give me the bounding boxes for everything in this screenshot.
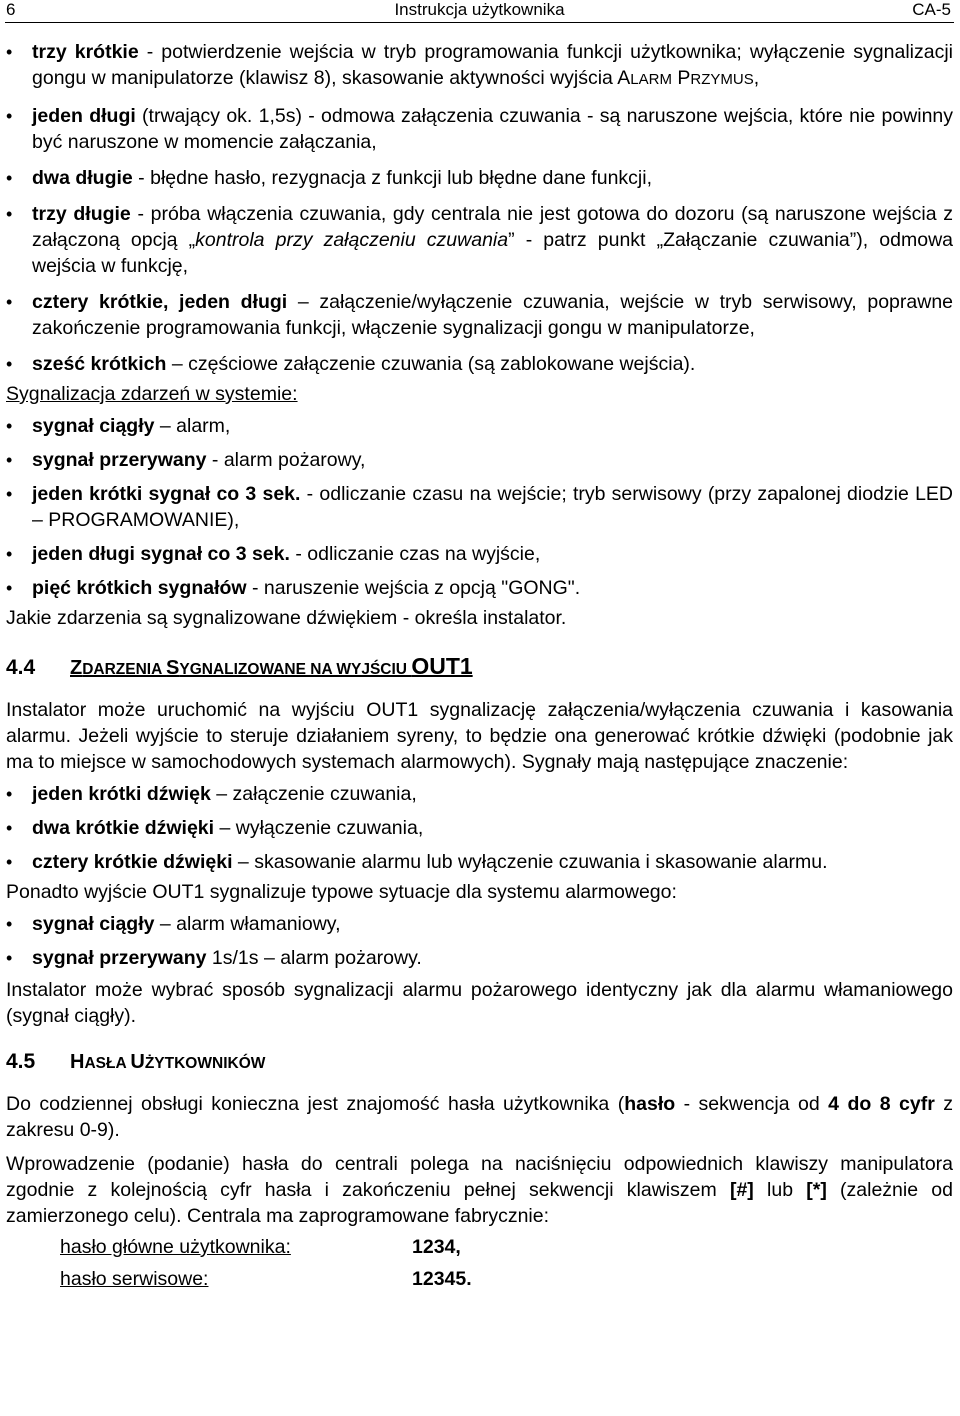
event-signals-list	[6, 413, 953, 601]
list-item: • sygnał ciągły – alarm,	[6, 413, 953, 439]
list-item: • sygnał przerywany 1s/1s – alarm pożarowy.	[6, 945, 953, 971]
list-item: • sygnał ciągły – alarm włamaniowy,	[6, 911, 953, 937]
paragraph: Wprowadzenie (podanie) hasła do centrali polega na naciśnięciu odpowiednich klawiszy manipulatora zgodnie z kolejnością cyfr hasła i zakończeniu pełnej sekwencji klawiszem [#] lub [*] (zależnie od zamierzonego celu). Centrala ma zaprogramowane fabrycznie:	[6, 1153, 953, 1227]
page-number: 6	[6, 0, 16, 19]
section-heading-4-5: 4.5 HASŁA UŻYTKOWNIKÓW	[6, 1050, 266, 1073]
out1-signals-list	[6, 781, 953, 875]
list-item: • cztery krótkie dźwięki – skasowanie alarmu lub wyłączenie czuwania i skasowanie alarmu.	[6, 849, 953, 875]
paragraph: Instalator może uruchomić na wyjściu OUT1 sygnalizację załączenia/wyłączenia czuwania i kasowania alarmu. Jeżeli wyjście to steruje działaniem syreny, to będzie ona generować krótkie dźwięki (podobnie jak ma to miejsce w samochodowych systemach alarmowych). Sygnały mają następujące znaczenie:	[6, 699, 953, 773]
list-item: • jeden krótki sygnał co 3 sek. - odliczanie czasu na wejście; tryb serwisowy (przy zapalonej diodzie LED – PROGRAMOWANIE),	[6, 481, 953, 533]
list-item: • dwa krótkie dźwięki – wyłączenie czuwania,	[6, 815, 953, 841]
keypad-signals-list	[6, 39, 953, 377]
list-item: • trzy krótkie - potwierdzenie wejścia w tryb programowania funkcji użytkownika; wyłączenie sygnalizacji gongu w manipulatorze (klawisz 8), skasowanie aktywności wyjścia ALARM PRZYMUS,	[6, 39, 953, 93]
page-header	[6, 0, 953, 22]
list-item: • pięć krótkich sygnałów - naruszenie wejścia z opcją "GONG".	[6, 575, 953, 601]
paragraph: Do codziennej obsługi konieczna jest znajomość hasła użytkownika (hasło - sekwencja od 4 do 8 cyfr z zakresu 0-9).	[6, 1093, 953, 1141]
password-label: hasło główne użytkownika:	[60, 1236, 291, 1258]
list-item: • jeden długi sygnał co 3 sek. - odliczanie czas na wyjście,	[6, 541, 953, 567]
header-title: Instrukcja użytkownika	[394, 0, 565, 19]
installer-note: Jakie zdarzenia są sygnalizowane dźwiękiem - określa instalator.	[6, 607, 567, 629]
section-heading-4-4: 4.4 ZDARZENIA SYGNALIZOWANE NA WYJŚCIU OUT1	[6, 653, 473, 679]
paragraph: Ponadto wyjście OUT1 sygnalizuje typowe sytuacje dla systemu alarmowego:	[6, 881, 677, 903]
header-rule	[5, 22, 954, 23]
list-item: • sześć krótkich – częściowe załączenie czuwania (są zablokowane wejścia).	[6, 351, 953, 377]
paragraph: Instalator może wybrać sposób sygnalizacji alarmu pożarowego identyczny jak dla alarmu włamaniowego (sygnał ciągły).	[6, 979, 953, 1027]
list-item: • jeden długi (trwający ok. 1,5s) - odmowa załączenia czuwania - są naruszone wejścia, które nie powinny być naruszone w momencie załączania,	[6, 103, 953, 155]
events-heading: Sygnalizacja zdarzeń w systemie:	[6, 383, 298, 405]
password-value: 1234,	[412, 1236, 461, 1258]
password-row	[6, 1233, 953, 1261]
list-item: • sygnał przerywany - alarm pożarowy,	[6, 447, 953, 473]
password-value: 12345.	[412, 1268, 472, 1290]
list-item: • dwa długie - błędne hasło, rezygnacja z funkcji lub błędne dane funkcji,	[6, 165, 953, 191]
list-item: • trzy długie - próba włączenia czuwania, gdy centrala nie jest gotowa do dozoru (są naruszone wejścia z załączoną opcją „kontrola przy załączeniu czuwania” - patrz punkt „Załączanie czuwania”), odmowa wejścia w funkcję,	[6, 201, 953, 279]
password-row	[6, 1265, 953, 1293]
password-label: hasło serwisowe:	[60, 1268, 209, 1290]
list-item: • jeden krótki dźwięk – załączenie czuwania,	[6, 781, 953, 807]
list-item: • cztery krótkie, jeden długi – załączenie/wyłączenie czuwania, wejście w tryb serwisowy, poprawne zakończenie programowania funkcji, włączenie sygnalizacji gongu w manipulatorze,	[6, 289, 953, 341]
alarm-signals-list	[6, 911, 953, 971]
header-code: CA-5	[912, 0, 951, 19]
